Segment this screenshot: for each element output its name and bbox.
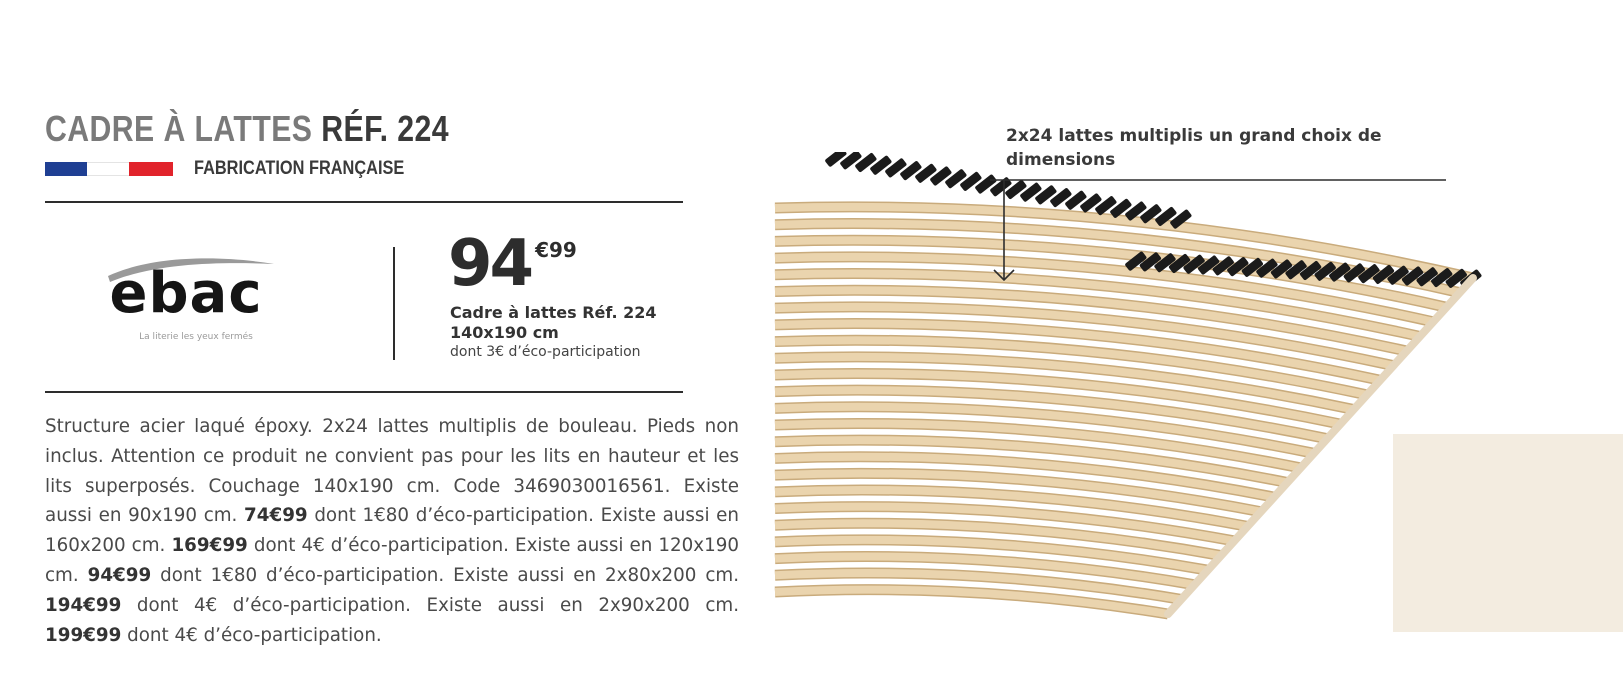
variant-size: Existe aussi en 2x90x200 cm.: [426, 594, 740, 616]
price-tag: [448, 227, 577, 301]
product-description: [45, 412, 739, 650]
background-panel: [1393, 434, 1623, 632]
price-integer: 94: [448, 227, 532, 301]
flag-red-stripe: [129, 162, 173, 176]
title-reference: RÉF. 224: [321, 108, 449, 149]
variant-size: Existe aussi en 160x200 cm.: [45, 505, 740, 557]
origin-label: FABRICATION FRANÇAISE: [194, 158, 405, 179]
logo-tagline: La literie les yeux fermés: [139, 332, 253, 342]
page-title: [45, 108, 449, 150]
variant-eco: dont 4€ d’éco-participation.: [253, 535, 509, 557]
variant-eco: dont 4€ d’éco-participation.: [136, 594, 411, 616]
flag-blue-stripe: [45, 162, 87, 176]
variant-price: 169€99: [171, 535, 248, 557]
variant-size: Existe aussi en 2x80x200 cm.: [453, 564, 740, 586]
title-main: CADRE À LATTES: [45, 108, 313, 149]
product-name: Cadre à lattes Réf. 224: [450, 303, 657, 322]
price-cents: €99: [535, 238, 577, 262]
variant-price: 194€99: [45, 594, 122, 616]
description-intro: Structure acier laqué époxy. 2x24 lattes multiplis de bouleau. Pieds non inclus. Attention ce produit ne convient pas pour les lits en hauteur et les lits superposés. Couchage 140x190 cm. Code 3469030016561.: [45, 416, 739, 497]
ebac-logo: [96, 254, 286, 354]
vertical-divider: [393, 247, 395, 360]
french-flag: [45, 162, 173, 176]
callout-pointer: [990, 176, 1450, 288]
variant-size: Existe aussi en 90x190 cm.: [45, 475, 739, 527]
divider-bottom: [45, 391, 683, 393]
logo-wordmark: ebac: [109, 261, 263, 326]
callout-caption: 2x24 lattes multiplis un grand choix de dimensions: [1006, 126, 1382, 170]
variant-price: 94€99: [87, 564, 152, 586]
flag-white-stripe: [87, 162, 129, 176]
variant-eco: dont 4€ d’éco-participation.: [127, 624, 382, 646]
variant-price: 74€99: [244, 505, 308, 527]
variant-price: 199€99: [45, 624, 122, 646]
variant-size: Existe aussi en 120x190 cm.: [45, 535, 740, 586]
product-size: 140x190 cm: [450, 323, 559, 342]
variant-eco: dont 1€80 d’éco-participation.: [314, 505, 594, 527]
divider-top: [45, 201, 683, 203]
product-eco-participation: dont 3€ d’éco-participation: [450, 344, 641, 360]
variant-eco: dont 1€80 d’éco-participation.: [160, 564, 445, 586]
